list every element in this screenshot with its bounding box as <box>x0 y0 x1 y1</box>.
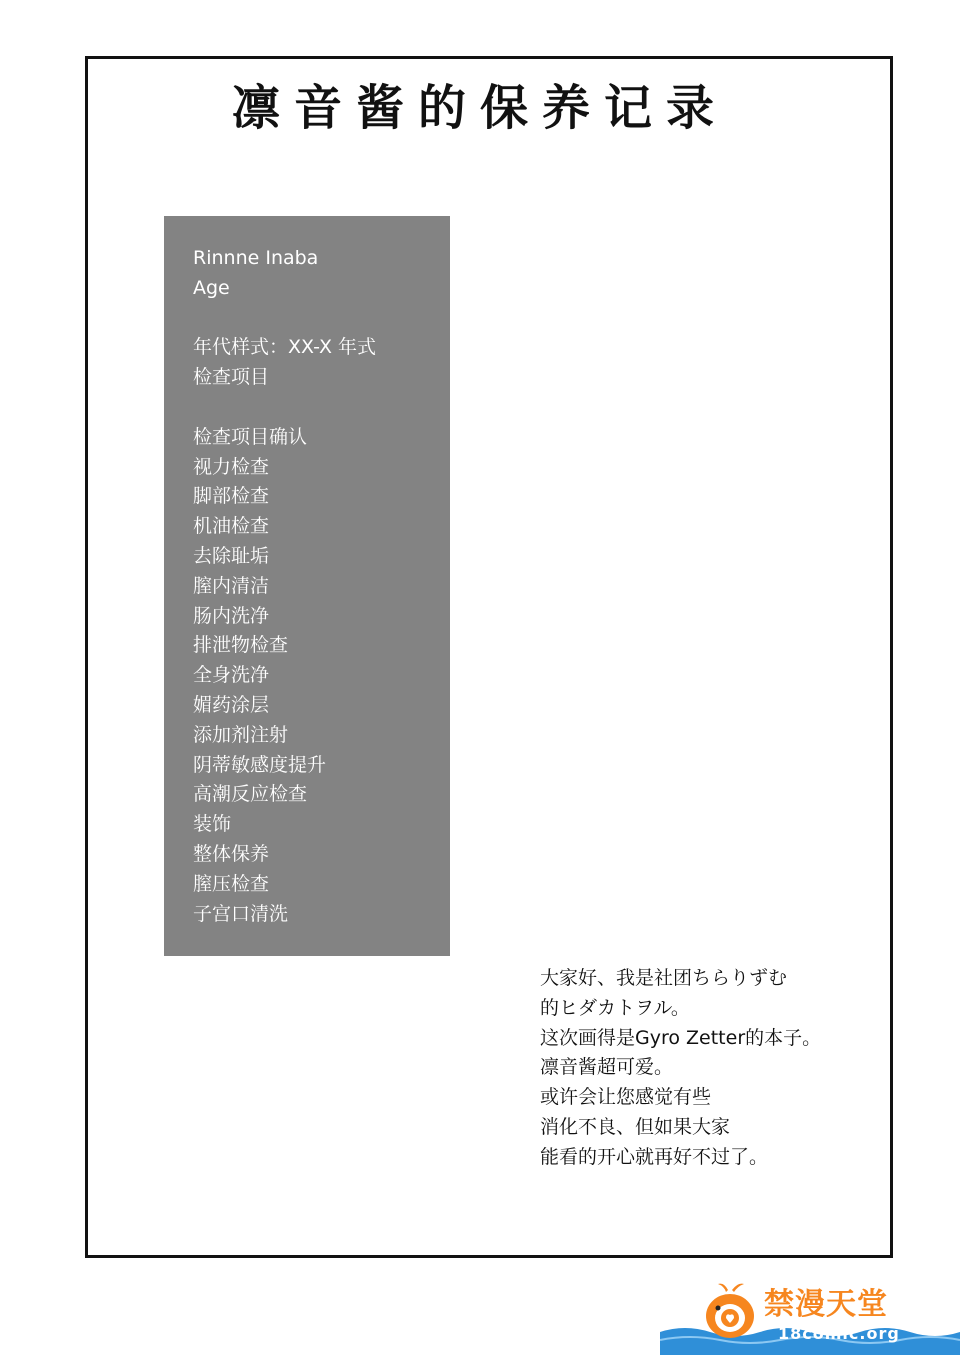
greeting-line: 消化不良、但如果大家 <box>540 1115 731 1138</box>
checklist-item: 添加剂注射 <box>193 723 289 746</box>
watermark-site-url[interactable]: 18comic.org <box>778 1324 900 1343</box>
checklist-item: 视力检查 <box>193 455 270 478</box>
whale-mascot-icon <box>698 1280 762 1344</box>
checklist-item: 媚药涂层 <box>193 693 270 716</box>
checklist-item: 脚部检查 <box>193 485 270 508</box>
checklist-item: 膣内清洁 <box>193 574 270 597</box>
greeting-line: 能看的开心就再好不过了。 <box>540 1145 769 1168</box>
checklist-item: 全身洗净 <box>193 664 270 687</box>
checklist-item: 机油检查 <box>193 515 270 538</box>
greeting-line: 的ヒダカトヲル。 <box>540 996 690 1019</box>
checklist-item: 肠内洗净 <box>193 604 270 627</box>
checklist-item: 阴蒂敏感度提升 <box>193 753 327 776</box>
checklist-item: 装饰 <box>193 813 232 836</box>
maintenance-checklist-panel <box>164 216 450 956</box>
checklist-item: 去除耻垢 <box>193 544 270 567</box>
checklist-item: 高潮反应检查 <box>193 783 308 806</box>
checklist-item: 膣压检查 <box>193 872 270 895</box>
panel-age-line: Age <box>193 276 230 299</box>
author-greeting <box>540 964 880 1173</box>
page-title: 凛音酱的保养记录 <box>231 80 728 136</box>
greeting-line: 这次画得是Gyro Zetter的本子。 <box>540 1026 822 1049</box>
checklist-item: 排泄物检查 <box>193 634 289 657</box>
panel-spacer <box>193 393 450 423</box>
checklist-item: 检查项目确认 <box>193 425 308 448</box>
panel-name-line: Rinnne Inaba <box>193 247 319 269</box>
greeting-line: 凛音酱超可爱。 <box>540 1056 674 1079</box>
panel-spacer <box>193 304 450 334</box>
checklist-item: 整体保养 <box>193 842 270 865</box>
checklist-item: 子宫口清洗 <box>193 902 289 925</box>
panel-model-year-line: 年代样式：XX-X 年式 <box>193 336 377 359</box>
site-watermark <box>660 1280 960 1355</box>
greeting-line: 大家好、我是社团ちらりずむ <box>540 967 788 989</box>
panel-check-items-heading: 检查项目 <box>193 366 270 389</box>
greeting-line: 或许会让您感觉有些 <box>540 1086 712 1109</box>
watermark-brand-name: 禁漫天堂 <box>764 1287 888 1322</box>
